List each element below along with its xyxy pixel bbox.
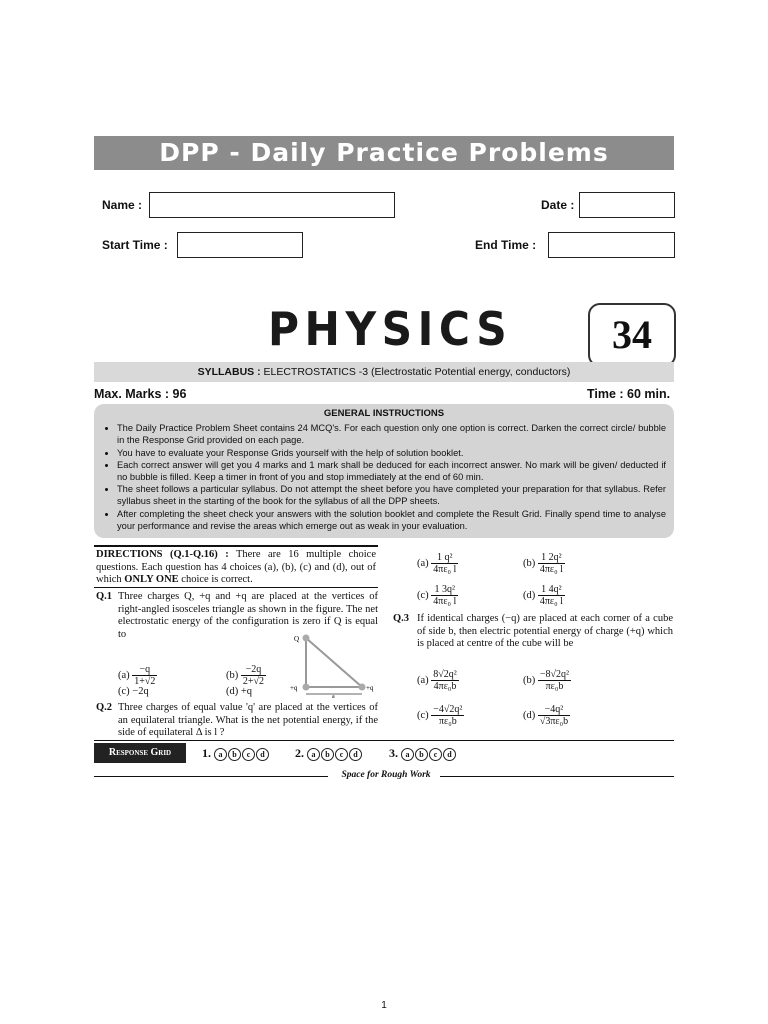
response-row-1: 1. a b c d [202,746,270,761]
figure-label-q2: +q [366,684,374,692]
q1-option-a: (a) $\frac{-q}{1+√2}$ [118,664,156,687]
triangle-figure [286,630,378,698]
end-time-label: End Time : [475,238,537,252]
max-marks: Max. Marks : 96 [94,387,187,401]
q2-option-d: (d) $\frac{\text{1 4q²}}{\text{4πε₀ l}}$ [523,584,563,607]
response-grid-top-rule [94,740,674,741]
q1-number: Q.1 [96,591,113,602]
q2-text: Three charges of equal value 'q' are placed at the vertices of an equilateral triangle. What is the net potential energy, if the side of equilateral Δ is l ? [118,702,378,738]
q3-number: Q.3 [393,613,410,624]
date-label: Date : [541,198,575,212]
instruction-item: • After completing the sheet check your answers with the solution booklet and complete the Result Grid. Finally spend time to analyse your performance and revise the areas which emerge out as weak in your evaluation. [117,508,666,532]
bubble-d[interactable]: d [349,748,362,761]
response-row-3: 3. a b c d [389,746,457,761]
instructions-list [94,422,674,532]
directions-text: DIRECTIONS (Q.1-Q.16) : There are 16 multiple choice questions. Each question has 4 choices (a), (b), (c) and (d), out of which ONLY ONE choice is correct. [96,549,376,585]
bubble-b[interactable]: b [321,748,334,761]
name-field[interactable] [149,192,395,218]
q2-number: Q.2 [96,702,113,713]
q3-option-a: (a) $\frac{\text{8√2q²}}{\text{4πε₀b}}$ [417,669,457,692]
start-time-label: Start Time : [102,238,168,252]
end-time-field[interactable] [548,232,675,258]
name-label: Name : [102,198,143,212]
response-grid-label: Response Grid [94,743,186,763]
general-instructions [94,404,674,538]
q1-text: Three charges Q, +q and +q are placed at the vertices of right-angled isosceles triangle as shown in the figure. The net electrostatic energy of the configuration is zero if Q is equal to [118,591,378,640]
q2-option-b: (b) $\frac{\text{1 2q²}}{\text{4πε₀ l}}$ [523,552,563,575]
time-limit: Time : 60 min. [587,387,671,401]
q1-option-c: (c) −2q [118,686,149,697]
bubble-a[interactable]: a [214,748,227,761]
start-time-field[interactable] [177,232,303,258]
directions-rule [94,545,378,547]
subject-title: PHYSICS [268,302,513,356]
dpp-number-badge: 34 [588,303,676,367]
syllabus-bar [94,362,674,382]
rough-work-label: Space for Rough Work [341,770,431,780]
bubble-d[interactable]: d [443,748,456,761]
date-field[interactable] [579,192,675,218]
bubble-b[interactable]: b [228,748,241,761]
page-number: 1 [381,1000,387,1011]
instruction-item: • The sheet follows a particular syllabus. Do not attempt the sheet before you have completed your preparation for that syllabus. Refer syllabus sheet in the starting of the book for the syllabus of all the DPP sheets. [117,483,666,507]
bubble-a[interactable]: a [307,748,320,761]
figure-label-a: a [332,694,335,698]
q1-option-b: (b) $\frac{-2q}{2+√2}$ [226,664,265,687]
bubble-d[interactable]: d [256,748,269,761]
response-grid [94,743,674,765]
q2-option-c: (c) $\frac{\text{1 3q²}}{\text{4πε₀ l}}$ [417,584,457,607]
rough-rule-right [440,776,674,777]
q3-option-d: (d) $\frac{\text{−4q²}}{\text{√3πε₀b}}$ [523,704,569,727]
q2-option-a: (a) $\frac{\text{1 q²}}{\text{4πε₀ l}}$ [417,552,457,575]
bubble-c[interactable]: c [429,748,442,761]
bubble-b[interactable]: b [415,748,428,761]
instruction-item: • Each correct answer will get you 4 marks and 1 mark shall be deduced for each incorrect answer. No mark will be given/ deducted if no bubble is filled. Keep a timer in front of you and stop immediately at the end of 60 min. [117,459,666,483]
q3-option-c: (c) $\frac{\text{−4√2q²}}{\text{πε₀b}}$ [417,704,463,727]
q1-option-d: (d) +q [226,686,253,697]
bubble-c[interactable]: c [242,748,255,761]
q3-option-b: (b) $\frac{\text{−8√2q²}}{\text{πε₀b}}$ [523,669,570,692]
page-banner: DPP - Daily Practice Problems [94,136,674,170]
bubble-c[interactable]: c [335,748,348,761]
figure-label-q1: +q [290,684,298,692]
bubble-a[interactable]: a [401,748,414,761]
instruction-item: • You have to evaluate your Response Grids yourself with the help of solution booklet. [117,447,666,459]
q3-text: If identical charges (−q) are placed at each corner of a cube of side b, then electric potential energy of charge (+q) which is placed at centre of the cube will be [417,613,673,649]
figure-label-q: Q [294,635,300,643]
instruction-item: • The Daily Practice Problem Sheet contains 24 MCQ's. For each question only one option is correct. Darken the correct circle/ bubble in the Response Grid provided on each page. [117,422,666,446]
instructions-title: GENERAL INSTRUCTIONS [323,408,445,419]
response-row-2: 2. a b c d [295,746,363,761]
directions-bottom-rule [94,587,378,588]
syllabus-text: ELECTROSTATICS -3 (Electrostatic Potential energy, conductors) [260,366,571,378]
rough-rule-left [94,776,328,777]
syllabus-prefix: SYLLABUS : [197,366,261,378]
